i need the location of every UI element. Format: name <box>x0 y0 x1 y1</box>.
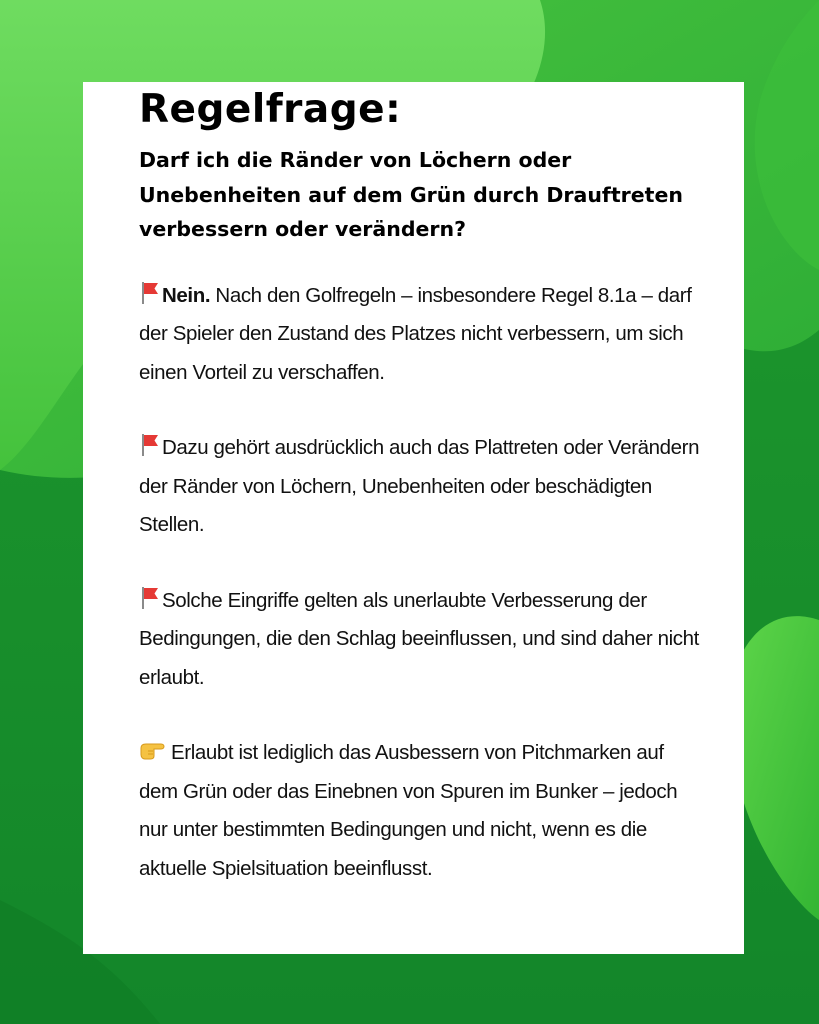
rule-card <box>83 82 744 954</box>
red-flag-icon <box>139 586 161 610</box>
answer-text-3: Solche Eingriffe gelten als unerlaubte Verbesserung der Bedingungen, die den Schlag beeinflussen, und sind daher nicht erlaubt. <box>139 588 699 689</box>
answer-paragraph-2 <box>139 429 704 545</box>
red-flag-icon <box>139 433 161 457</box>
pointing-hand-icon <box>139 739 165 761</box>
answer-paragraph-4 <box>139 734 704 888</box>
answer-emphasis: Nein. <box>162 283 211 307</box>
answer-paragraph-1 <box>139 277 704 393</box>
rule-question: Darf ich die Ränder von Löchern oder Unebenheiten auf dem Grün durch Drauftreten verbessern oder verändern? <box>139 148 683 241</box>
answer-text-4: Erlaubt ist lediglich das Ausbessern von Pitchmarken auf dem Grün oder das Einebnen von Spuren im Bunker – jedoch nur unter bestimmten Bedingungen und nicht, wenn es die aktuelle Spielsituation beeinflusst. <box>139 741 678 880</box>
answer-paragraph-3 <box>139 582 704 698</box>
page-title: Regelfrage: <box>139 87 402 132</box>
red-flag-icon <box>139 281 161 305</box>
answer-text-2: Dazu gehört ausdrücklich auch das Plattreten oder Verändern der Ränder von Löchern, Unebenheiten oder beschädigten Stellen. <box>139 436 700 536</box>
answer-text-1: Nach den Golfregeln – insbesondere Regel 8.1a – darf der Spieler den Zustand des Platzes nicht verbessern, um sich einen Vorteil zu verschaffen. <box>139 283 692 384</box>
